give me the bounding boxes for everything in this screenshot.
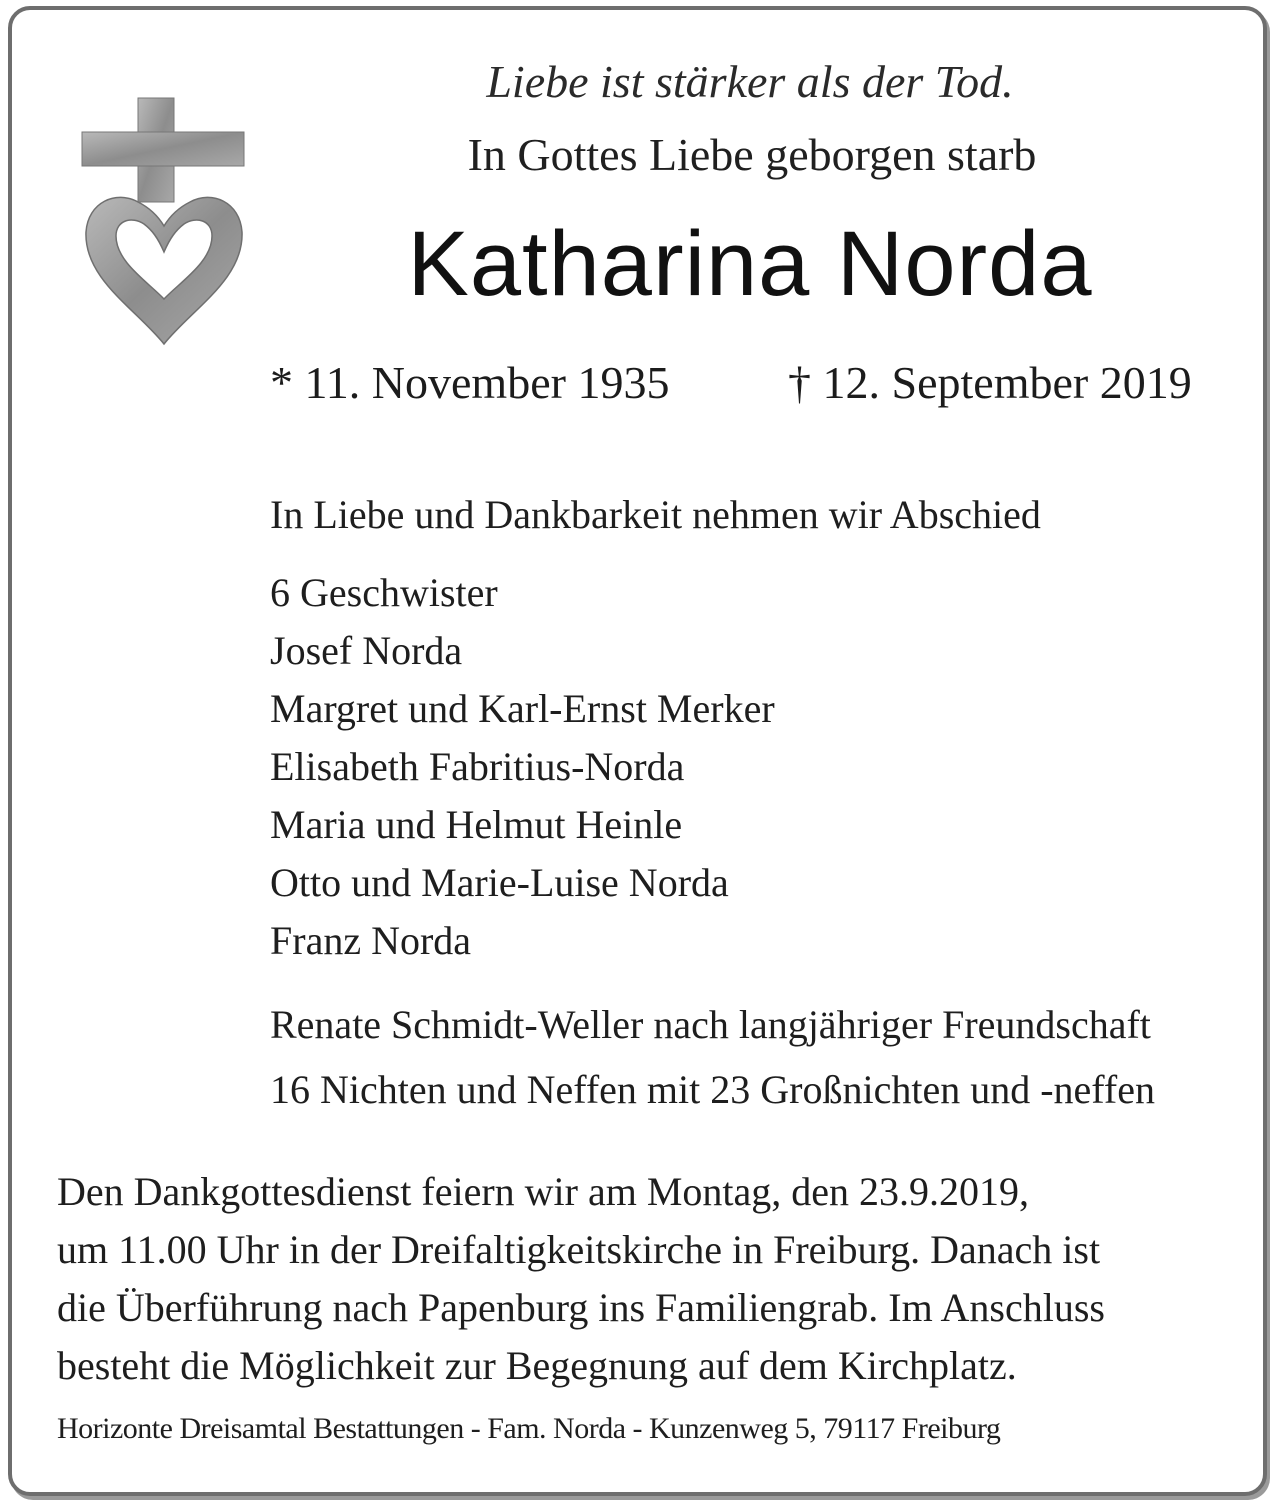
service-line: Den Dankgottesdienst feiern wir am Montag, den 23.9.2019, bbox=[57, 1169, 1030, 1214]
family-member: Elisabeth Fabritius-Norda bbox=[270, 744, 685, 789]
family-member: Maria und Helmut Heinle bbox=[270, 802, 683, 847]
service-line: die Überführung nach Papenburg ins Familiengrab. Im Anschluss bbox=[57, 1285, 1105, 1330]
friends-line: Renate Schmidt-Weller nach langjähriger Freundschaft bbox=[270, 1002, 1151, 1047]
family-member: Franz Norda bbox=[270, 918, 472, 963]
intro-text: In Gottes Liebe geborgen starb bbox=[467, 129, 1037, 180]
friends-list bbox=[270, 992, 1155, 1122]
family-member: Otto und Marie-Luise Norda bbox=[270, 860, 729, 905]
funeral-home-footer: Horizonte Dreisamtal Bestattungen - Fam. Norda - Kunzenweg 5, 79117 Freiburg bbox=[57, 1412, 1001, 1445]
family-member: 6 Geschwister bbox=[270, 570, 498, 615]
service-line: um 11.00 Uhr in der Dreifaltigkeitskirche in Freiburg. Danach ist bbox=[57, 1227, 1101, 1272]
deceased-name: Katharina Norda bbox=[407, 213, 1093, 315]
family-member: Josef Norda bbox=[270, 628, 463, 673]
family-list bbox=[270, 564, 775, 970]
farewell-text: In Liebe und Dankbarkeit nehmen wir Abschied bbox=[270, 492, 1041, 537]
birth-date: * 11. November 1935 bbox=[270, 357, 670, 408]
friends-line: 16 Nichten und Neffen mit 23 Großnichten und -neffen bbox=[270, 1067, 1155, 1112]
cross-heart-icon bbox=[76, 94, 252, 350]
death-date: † 12. September 2019 bbox=[788, 357, 1192, 408]
motto: Liebe ist stärker als der Tod. bbox=[486, 56, 1014, 107]
family-member: Margret und Karl-Ernst Merker bbox=[270, 686, 775, 731]
service-line: besteht die Möglichkeit zur Begegnung auf dem Kirchplatz. bbox=[57, 1343, 1017, 1388]
service-announcement bbox=[57, 1163, 1237, 1395]
